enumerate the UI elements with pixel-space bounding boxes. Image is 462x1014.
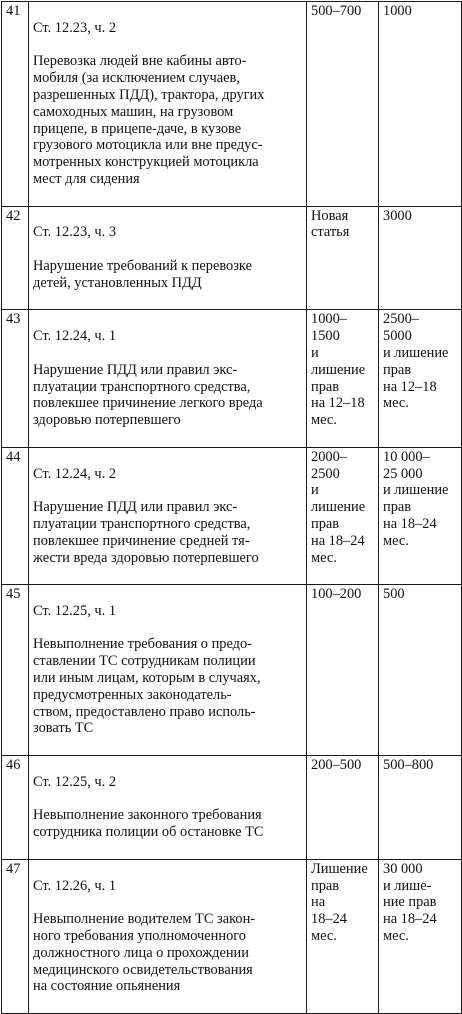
new-fine: 10 000– 25 000 и лишение прав на 18–24 мес. [379, 447, 462, 584]
offense-cell [29, 447, 307, 584]
new-fine: 3000 [379, 206, 462, 310]
row-number: 41 [2, 2, 29, 207]
table-row [2, 756, 462, 860]
table-row [2, 310, 462, 447]
offense-description: Невыполнение законного требования сотрудника полиции об остановке ТС [33, 807, 264, 841]
offense-cell [29, 310, 307, 447]
offense-cell [29, 2, 307, 207]
row-number: 42 [2, 206, 29, 310]
fines-table [1, 1, 462, 1014]
new-fine: 500 [379, 585, 462, 756]
article-ref: Ст. 12.25, ч. 1 [33, 602, 117, 619]
table-row [2, 2, 462, 207]
offense-description: Перевозка людей вне кабины авто- мобиля (за исключением случаев, разрешенных ПДД), трактора, других самоходных машин, на грузовом прицепе, в прицепе-даче, в кузове грузового мотоцикла или вне предус- мотренных конструкцией мотоцикла мест для сидения [33, 53, 265, 187]
table-row [2, 447, 462, 584]
offense-description: Нарушение ПДД или правил экс- плуатации транспортного средства, повлекшее причинение легкого вреда здоровью потерпевшего [33, 361, 263, 429]
article-ref: Ст. 12.26, ч. 1 [33, 877, 117, 894]
offense-description: Нарушение ПДД или правил экс- плуатации транспортного средства, повлекшее причинение средней тя- жести вреда здоровью потерпевшего [33, 499, 259, 566]
old-fine: 1000– 1500 и лишение прав на 12–18 мес. [307, 310, 379, 447]
old-fine: 2000– 2500 и лишение прав на 18–24 мес. [307, 447, 379, 584]
row-number: 45 [2, 585, 29, 756]
old-fine: Новая статья [307, 206, 379, 310]
table-row [2, 859, 462, 1013]
table-row [2, 585, 462, 756]
row-number: 46 [2, 756, 29, 860]
offense-description: Нарушение требований к перевозке детей, установленных ПДД [33, 257, 252, 291]
new-fine: 2500– 5000 и лишение прав на 12–18 мес. [379, 310, 462, 447]
offense-cell [29, 756, 307, 860]
offense-cell [29, 206, 307, 310]
new-fine: 500–800 [379, 756, 462, 860]
new-fine: 1000 [379, 2, 462, 207]
old-fine: Лишение прав на 18–24 мес. [307, 859, 379, 1013]
row-number: 47 [2, 859, 29, 1013]
offense-description: Невыполнение требования о предо- ставлении ТС сотрудникам полиции или иным лицам, которым в случаях, предусмотренных законодатель- ством, предоставлено право исполь- зовать ТС [33, 636, 261, 737]
article-ref: Ст. 12.24, ч. 2 [33, 465, 117, 482]
table-row [2, 206, 462, 310]
new-fine: 30 000 и лише- ние прав на 18–24 мес. [379, 859, 462, 1013]
article-ref: Ст. 12.23, ч. 2 [33, 19, 117, 36]
article-ref: Ст. 12.23, ч. 3 [33, 224, 117, 241]
row-number: 44 [2, 447, 29, 584]
offense-description: Невыполнение водителем ТС закон- ного требования уполномоченного должностного лица о прохождении медицинского освидетельствования на состояние опьянения [33, 911, 256, 995]
article-ref: Ст. 12.24, ч. 1 [33, 328, 117, 345]
article-ref: Ст. 12.25, ч. 2 [33, 773, 117, 790]
row-number: 43 [2, 310, 29, 447]
offense-cell [29, 859, 307, 1013]
offense-cell [29, 585, 307, 756]
old-fine: 500–700 [307, 2, 379, 207]
old-fine: 200–500 [307, 756, 379, 860]
old-fine: 100–200 [307, 585, 379, 756]
